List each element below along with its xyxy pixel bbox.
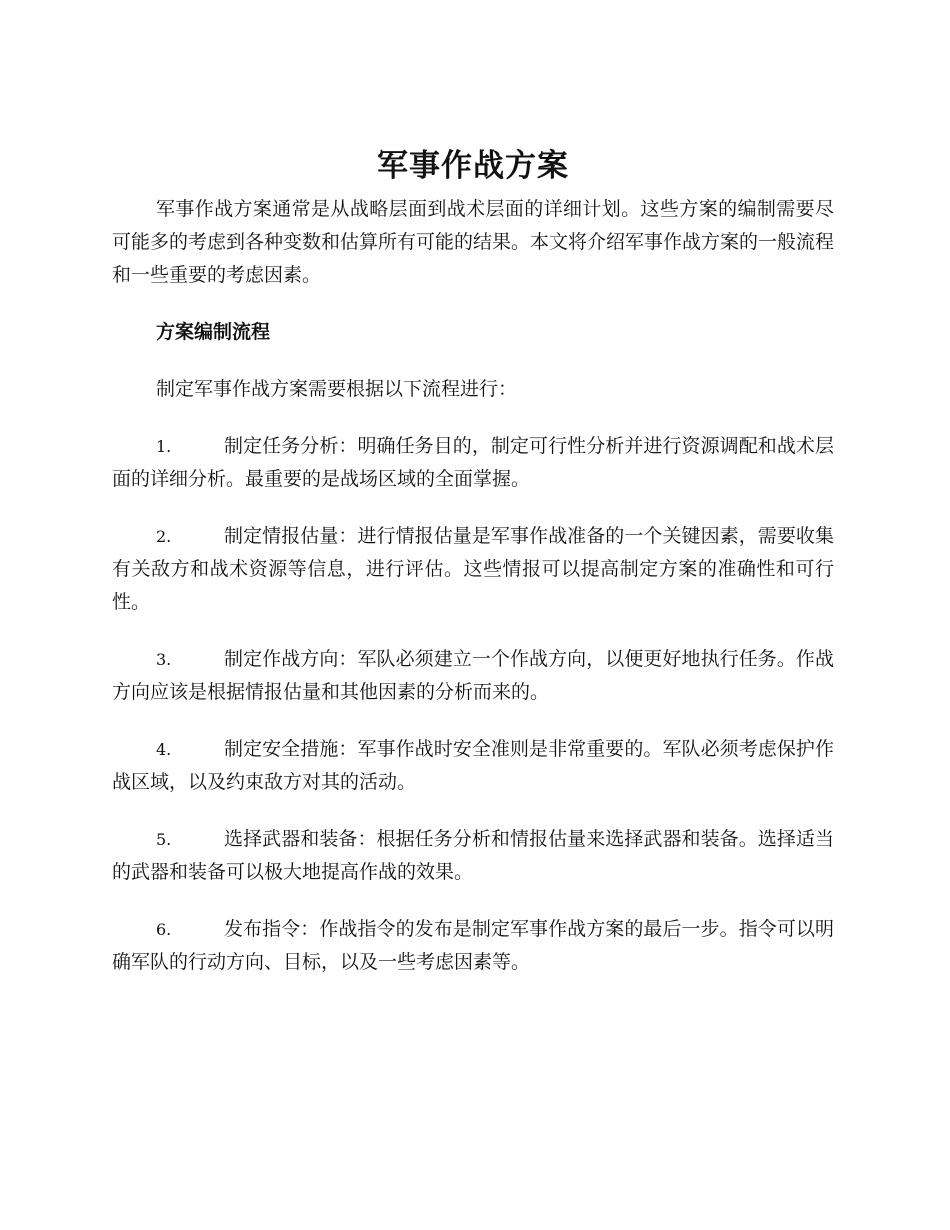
document-page [112, 148, 834, 1003]
section-heading: 方案编制流程 [156, 321, 271, 344]
list-item [112, 430, 834, 496]
list-item-number: 1. [156, 437, 172, 457]
list-item [112, 913, 834, 979]
list-item [112, 823, 834, 889]
list-item-text: 制定作战方向：军队必须建立一个作战方向，以便更好地执行任务。作战方向应该是根据情报估量和其他因素的分析而来的。 [112, 648, 834, 704]
list-item-number: 5. [156, 830, 172, 850]
list-item [112, 643, 834, 709]
list-item [112, 733, 834, 799]
list-item-number: 4. [156, 740, 172, 760]
list-item-number: 2. [156, 527, 172, 547]
list-item-number: 3. [156, 650, 172, 670]
list-item-number: 6. [156, 920, 172, 940]
document-title: 军事作战方案 [377, 148, 569, 184]
list-item [112, 520, 834, 619]
list-item-text: 选择武器和装备：根据任务分析和情报估量来选择武器和装备。选择适当的武器和装备可以极大地提高作战的效果。 [112, 828, 834, 884]
list-item-text: 制定安全措施：军事作战时安全准则是非常重要的。军队必须考虑保护作战区域，以及约束敌方对其的活动。 [112, 738, 834, 794]
list-item-text: 制定任务分析：明确任务目的，制定可行性分析并进行资源调配和战术层面的详细分析。最重要的是战场区域的全面掌握。 [112, 435, 834, 491]
list-item-text: 发布指令：作战指令的发布是制定军事作战方案的最后一步。指令可以明确军队的行动方向、目标，以及一些考虑因素等。 [112, 918, 834, 974]
list-item-text: 制定情报估量：进行情报估量是军事作战准备的一个关键因素，需要收集有关敌方和战术资源等信息，进行评估。这些情报可以提高制定方案的准确性和可行性。 [112, 525, 834, 614]
intro-paragraph: 军事作战方案通常是从战略层面到战术层面的详细计划。这些方案的编制需要尽可能多的考虑到各种变数和估算所有可能的结果。本文将介绍军事作战方案的一般流程和一些重要的考虑因素。 [112, 198, 835, 287]
section-lead: 制定军事作战方案需要根据以下流程进行： [156, 378, 518, 401]
